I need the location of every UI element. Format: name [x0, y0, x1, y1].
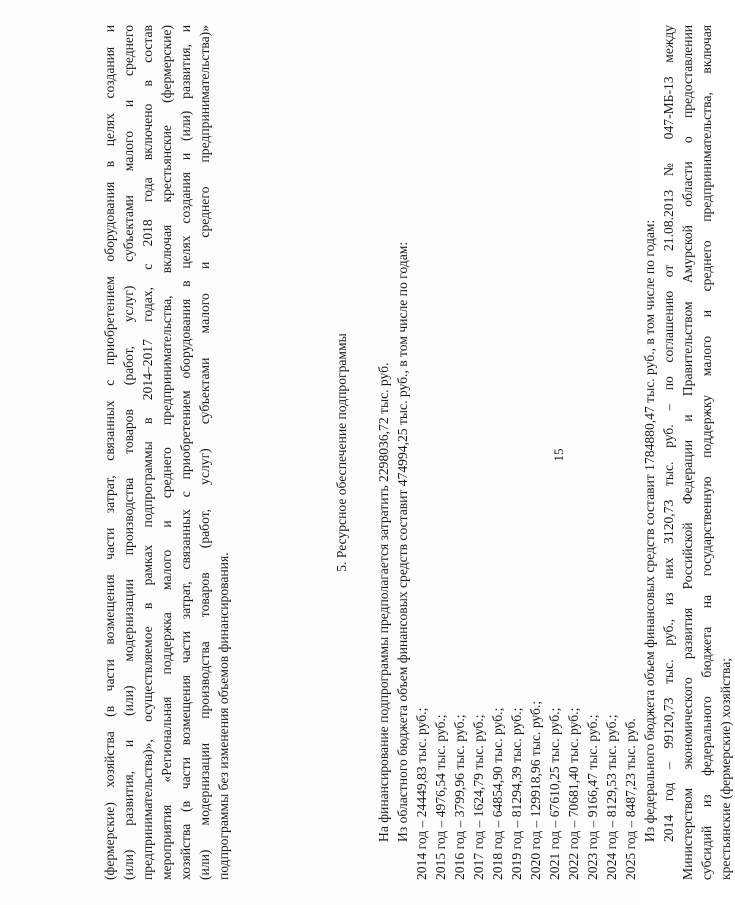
financing-total: На финансирование подпрограммы предполагается затратить 2298036,72 тыс. руб.: [376, 362, 391, 842]
regional-budget-intro: Из областного бюджета объем финансовых средств составит 474994,25 тыс. руб., в том числе по годам:: [395, 241, 410, 842]
financing-section: [374, 25, 735, 880]
regional-year-item: 2015 год – 4976,54 тыс. руб.;: [433, 714, 448, 880]
text-line: предпринимательства)», осуществляемое в рамках подпрограммы в 2014–2017 годах, с 2018 года включено в состав: [140, 25, 155, 880]
text-line: подпрограммы без изменения объемов финансирования.: [216, 552, 231, 880]
text-line: мероприятия «Региональная поддержка малого и среднего предпринимательства, включая крестьянские (фермерские): [159, 25, 174, 880]
regional-year-item: 2022 год – 70681,40 тыс. руб.;: [566, 707, 581, 880]
federal-line: субсидий из федерального бюджета на государственную поддержку малого и среднего предпринимательства, включая: [699, 25, 714, 880]
rotated-content: [100, 25, 733, 880]
text-line: (или) модернизации производства товаров (работ, услуг) субъектами малого и среднего предпринимательства)»: [197, 25, 212, 880]
regional-year-item: 2014 год – 24449,83 тыс. руб.;: [414, 707, 429, 880]
federal-budget-intro: Из федерального бюджета объем финансовых средств составит 1784880,47 тыс. руб., в том числе по годам:: [642, 219, 657, 842]
regional-year-item: 2020 год – 129918,96 тыс. руб.;: [528, 700, 543, 880]
page-number: 15: [551, 448, 566, 462]
text-line: хозяйства (в части возмещения части затрат, связанных с приобретением оборудования в целях создания и (или) развития, и: [178, 25, 193, 880]
regional-year-item: 2018 год – 64854,90 тыс. руб.;: [490, 707, 505, 880]
regional-year-item: 2017 год – 1624,79 тыс. руб.;: [471, 714, 486, 880]
regional-year-item: 2019 год – 81294,39 тыс. руб.;: [509, 707, 524, 880]
regional-year-item: 2024 год – 8129,53 тыс. руб.;: [604, 714, 619, 880]
regional-year-item: 2023 год – 9166,47 тыс. руб.;: [585, 714, 600, 880]
text-line: (или) развития, и (или) модернизации производства товаров (работ, услуг) субъектами малого и среднего: [121, 25, 136, 880]
intro-paragraph: [100, 25, 233, 880]
section-title: 5. Ресурсное обеспечение подпрограммы: [334, 333, 349, 572]
text-line: (фермерские) хозяйства (в части возмещения части затрат, связанных с приобретением оборудования в целях создания и: [102, 25, 117, 880]
federal-line: Министерством экономического развития Российской Федерации и Правительством Амурской области о предоставлении: [680, 25, 695, 880]
regional-year-item: 2016 год – 3799,96 тыс. руб.;: [452, 714, 467, 880]
federal-line: 2014 год – 99120,73 тыс. руб., из них 3120,73 тыс. руб. – по соглашению от 21.08.2013 № 047-МБ-13 между: [661, 25, 676, 842]
regional-year-item: 2025 год – 8487,23 тыс. руб.: [623, 718, 638, 880]
federal-line: крестьянские (фермерские) хозяйства;: [718, 657, 733, 880]
regional-year-item: 2021 год – 67610,25 тыс. руб.;: [547, 707, 562, 880]
